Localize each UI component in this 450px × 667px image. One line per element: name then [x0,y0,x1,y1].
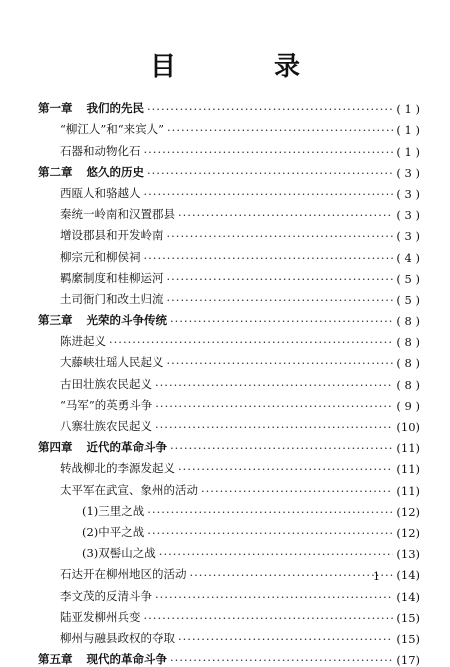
chapter-number: 第一章 [38,101,73,116]
entry-page-number: ( 9 ) [396,398,420,413]
entry-page-number: ( 3 ) [396,229,420,244]
toc-entry[interactable] [38,180,420,201]
entry-title: “柳江人”和“来宾人” [60,122,165,137]
toc-entry[interactable] [38,370,420,391]
toc-chapter-entry[interactable] [38,307,420,328]
dot-leader [170,314,393,328]
entry-title: (2)中平之战 [82,524,145,539]
entry-page-number: ( 8 ) [396,356,420,371]
entry-title: 羁縻制度和桂柳运河 [60,270,164,285]
entry-page-number: ( 3 ) [396,165,420,180]
entry-title: 土司衙门和改土归流 [60,291,164,306]
dot-leader [178,462,393,476]
entry-page-number: (11) [396,462,420,477]
entry-title: 柳州与融县政权的夺取 [60,630,175,645]
entry-page-number: ( 8 ) [396,314,420,329]
entry-page-number: ( 3 ) [396,186,420,201]
entry-page-number: ( 4 ) [396,250,420,265]
dot-leader [178,208,393,222]
entry-page-number: (10) [396,420,420,434]
chapter-number: 第四章 [38,440,73,455]
entry-title: 古田壮族农民起义 [60,376,152,391]
entry-page-number: (12) [396,525,420,540]
entry-page-number: ( 1 ) [396,102,420,117]
entry-title: 陆亚发柳州兵变 [60,609,141,624]
toc-entry[interactable] [38,476,420,497]
chapter-number: 第二章 [38,164,73,179]
toc-entry[interactable] [38,349,420,370]
dot-leader [167,229,394,243]
dot-leader [144,187,394,201]
entry-title: 大藤峡壮瑶人民起义 [60,355,164,370]
entry-page-number: (13) [396,547,420,562]
toc-entry[interactable] [38,286,420,307]
dot-leader [144,145,394,159]
dot-leader [170,441,393,455]
toc-entry[interactable] [38,604,420,625]
entry-page-number: ( 8 ) [396,377,420,392]
entry-page-number: ( 8 ) [396,335,420,350]
dot-leader [147,102,393,116]
toc-chapter-entry[interactable] [38,646,420,667]
entry-page-number: ( 1 ) [396,144,420,159]
dot-leader [109,335,393,349]
toc-entry[interactable] [38,328,420,349]
dot-leader [144,611,394,625]
toc-entry[interactable] [38,137,420,158]
toc-entry[interactable] [38,243,420,264]
entry-title: 近代的革命斗争 [86,440,167,455]
toc-entry[interactable] [38,625,420,646]
entry-title: 光荣的斗争传统 [86,313,167,328]
toc-entry[interactable] [38,540,420,561]
dot-leader [167,356,394,370]
entry-title: 西瓯人和骆越人 [60,185,141,200]
dot-leader [155,399,393,413]
entry-page-number: ( 5 ) [396,271,420,286]
dot-leader [147,166,393,180]
entry-title: 柳宗元和柳侯祠 [60,249,141,264]
toc-entry[interactable] [38,582,420,603]
toc-chapter-entry[interactable] [38,95,420,116]
dot-leader [167,272,394,286]
dot-leader [159,547,393,561]
toc-entry[interactable] [38,519,420,540]
chapter-number: 第五章 [38,652,73,667]
entry-page-number: ( 1 ) [396,123,420,138]
page-number: 1 [373,570,380,583]
entry-title: 太平军在武宣、象州的活动 [60,482,198,497]
entry-title: 石达开在柳州地区的活动 [60,567,187,582]
entry-title: (3)双髻山之战 [82,546,156,561]
dot-leader [190,568,394,582]
entry-page-number: (12) [396,504,420,519]
entry-page-number: (14) [396,589,420,604]
table-of-contents [38,95,420,667]
toc-entry[interactable] [38,413,420,434]
entry-page-number: (17) [396,653,420,667]
toc-entry[interactable] [38,222,420,243]
entry-title: 石器和动物化石 [60,143,141,158]
dot-leader [144,251,394,265]
toc-entry[interactable] [38,201,420,222]
entry-title: 陈进起义 [60,334,106,349]
dot-leader [155,420,393,434]
toc-entry[interactable] [38,116,420,137]
entry-title: “马军”的英勇斗争 [60,397,153,412]
toc-entry[interactable] [38,561,420,582]
entry-title: 我们的先民 [86,101,144,116]
page-title: 目 录 [149,52,336,82]
entry-title: (1)三里之战 [82,503,145,518]
entry-title: 八寨壮族农民起义 [60,419,152,433]
entry-title: 秦统一岭南和汉置郡县 [60,207,175,222]
toc-entry[interactable] [38,265,420,286]
dot-leader [167,123,393,137]
entry-title: 增设郡县和开发岭南 [60,228,164,243]
toc-entry[interactable] [38,498,420,519]
entry-page-number: ( 3 ) [396,208,420,223]
entry-title: 现代的革命斗争 [86,652,167,667]
toc-entry[interactable] [38,392,420,413]
toc-chapter-entry[interactable] [38,159,420,180]
entry-page-number: (14) [396,568,420,583]
entry-page-number: (15) [396,610,420,625]
dot-leader [155,590,393,604]
dot-leader [147,505,393,519]
entry-page-number: (11) [396,483,420,498]
toc-chapter-entry[interactable] [38,434,420,455]
entry-page-number: (11) [396,441,420,456]
dot-leader [147,526,393,540]
dot-leader [170,653,393,667]
dot-leader [201,484,393,498]
dot-leader [167,293,394,307]
dot-leader [155,378,393,392]
dot-leader [178,632,393,646]
entry-page-number: (15) [396,631,420,646]
entry-title: 悠久的历史 [86,164,144,179]
entry-title: 李文茂的反清斗争 [60,588,152,603]
entry-title: 转战柳北的李源发起义 [60,461,175,476]
toc-entry[interactable] [38,455,420,476]
entry-page-number: ( 5 ) [396,292,420,307]
chapter-number: 第三章 [38,313,73,328]
